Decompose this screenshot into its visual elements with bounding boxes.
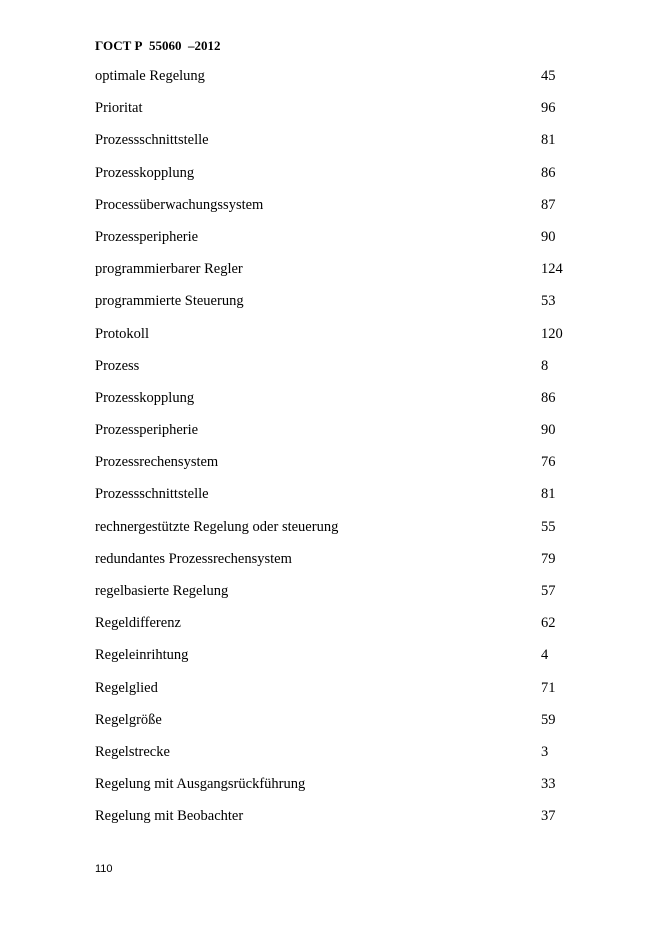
index-term: Prozessschnittstelle (95, 132, 209, 149)
index-term: Processüberwachungssystem (95, 196, 264, 213)
index-page-ref: 71 (541, 679, 556, 696)
index-entry (95, 285, 615, 317)
index-page-ref: 96 (541, 100, 556, 117)
index-term: optimale Regelung (95, 68, 205, 84)
index-page-ref: 3 (541, 743, 549, 760)
index-term: Regeleinrihtung (95, 647, 189, 664)
index-page-ref: 81 (541, 486, 556, 503)
index-entry (95, 607, 615, 639)
index-term: programmierte Steuerung (95, 293, 244, 310)
index-term: Prozessschnittstelle (95, 486, 209, 503)
index-page-ref: 57 (541, 583, 556, 599)
index-term: Prozesskopplung (95, 389, 195, 406)
index-entry (95, 736, 615, 768)
index-term: Regelung mit Ausgangsrückführung (95, 776, 306, 793)
index-term: regelbasierte Regelung (95, 583, 229, 599)
index-term: Regelung mit Beobachter (95, 808, 244, 825)
index-page-ref: 8 (541, 357, 549, 374)
index-page-ref: 76 (541, 454, 556, 471)
index-term: Regeldifferenz (95, 615, 181, 632)
index-page-ref: 53 (541, 293, 556, 310)
index-entry (95, 318, 615, 350)
index-entry (95, 543, 615, 575)
index-entry (95, 414, 615, 446)
index-list (95, 60, 615, 833)
index-page-ref: 90 (541, 422, 556, 439)
index-entry (95, 768, 615, 800)
index-term: Prozesskopplung (95, 164, 195, 181)
index-page-ref: 37 (541, 808, 556, 825)
index-term: redundantes Prozessrechensystem (95, 550, 292, 567)
index-page-ref: 90 (541, 228, 556, 245)
index-entry (95, 253, 615, 285)
index-page-ref: 120 (541, 325, 563, 342)
index-entry (95, 800, 615, 832)
index-page-ref: 79 (541, 550, 556, 567)
index-page-ref: 33 (541, 776, 556, 793)
index-term: Regelstrecke (95, 743, 170, 760)
index-entry (95, 446, 615, 478)
index-term: Prozessrechensystem (95, 454, 219, 471)
index-page-ref: 124 (541, 261, 563, 278)
index-page-ref: 59 (541, 711, 556, 728)
index-page-ref: 4 (541, 647, 549, 664)
document-header: ГОСТ Р 55060 –2012 (95, 38, 221, 53)
index-term: Prozess (95, 357, 140, 374)
index-page-ref: 55 (541, 518, 556, 535)
index-entry (95, 382, 615, 414)
index-term: Protokoll (95, 325, 149, 342)
index-entry (95, 575, 615, 607)
index-entry (95, 478, 615, 510)
index-entry (95, 189, 615, 221)
index-page-ref: 45 (541, 68, 556, 84)
index-page-ref: 86 (541, 164, 556, 181)
index-term: Regelglied (95, 679, 158, 696)
index-entry (95, 60, 615, 92)
index-term: Prioritat (95, 100, 143, 117)
index-page-ref: 62 (541, 615, 556, 632)
index-entry (95, 672, 615, 704)
index-term: programmierbarer Regler (95, 261, 243, 278)
index-term: Regelgröße (95, 711, 162, 728)
index-page-ref: 86 (541, 389, 556, 406)
index-term: Prozessperipherie (95, 228, 199, 245)
index-term: Prozessperipherie (95, 422, 199, 439)
index-page-ref: 87 (541, 196, 556, 213)
index-entry (95, 221, 615, 253)
index-entry (95, 704, 615, 736)
index-term: rechnergestützte Regelung oder steuerung (95, 518, 339, 535)
index-entry (95, 639, 615, 671)
index-entry (95, 157, 615, 189)
index-page-ref: 81 (541, 132, 556, 149)
page-number: 110 (95, 863, 113, 875)
index-entry (95, 92, 615, 124)
index-entry (95, 511, 615, 543)
index-entry (95, 124, 615, 156)
index-entry (95, 350, 615, 382)
